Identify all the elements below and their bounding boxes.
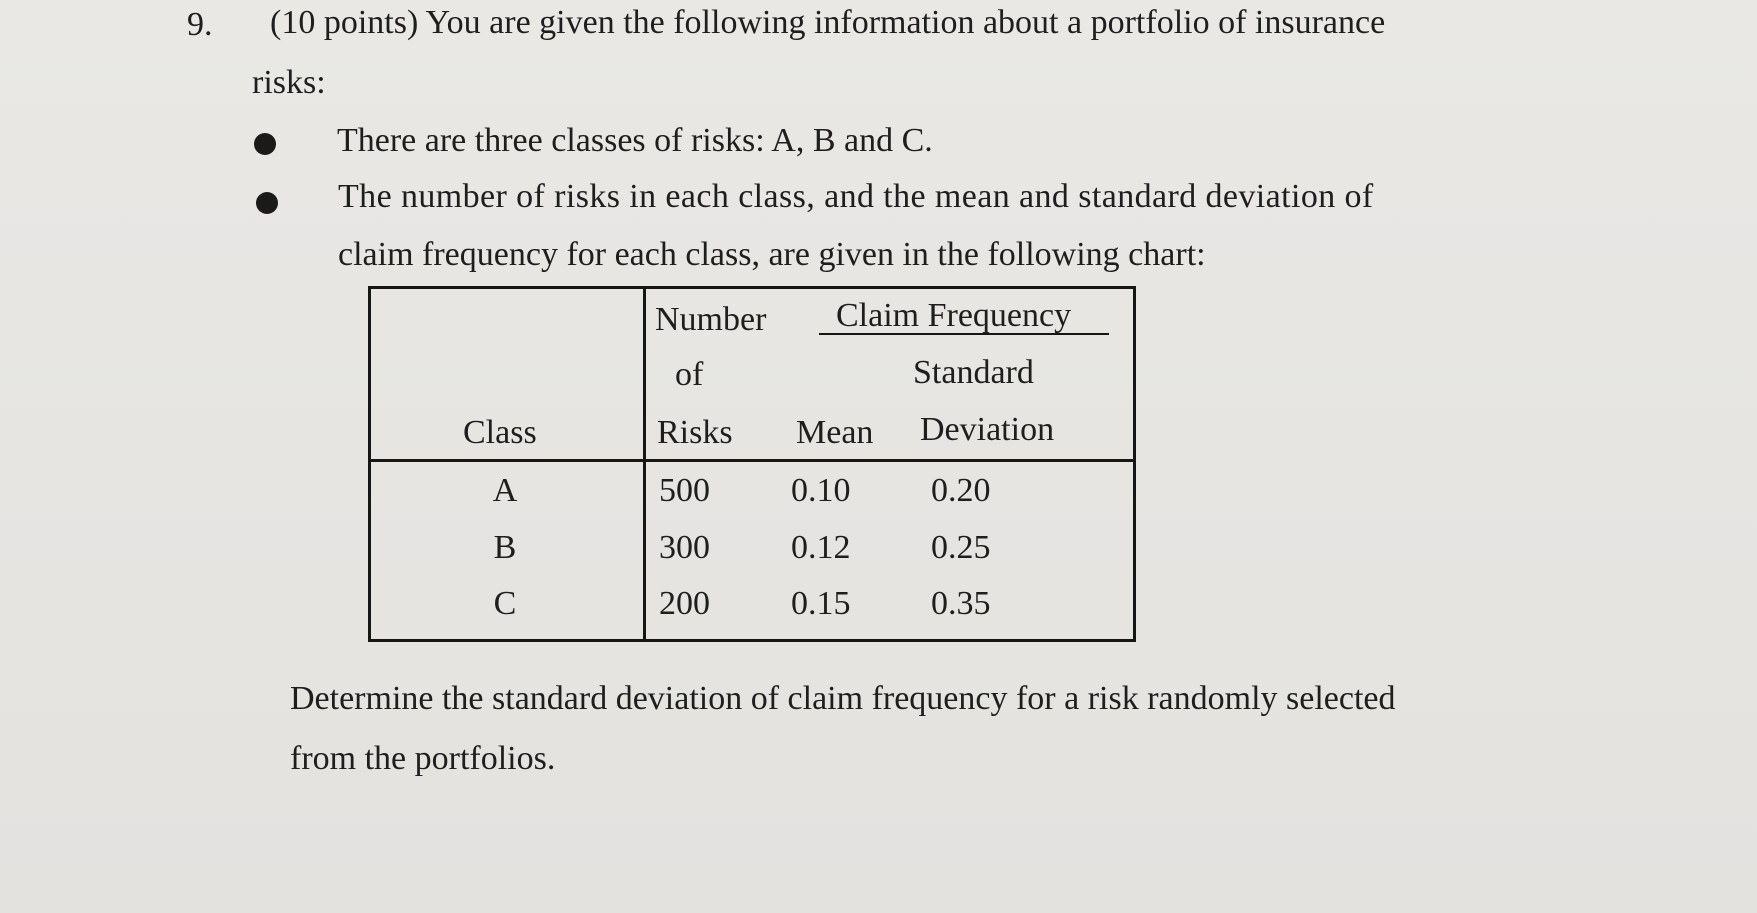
question-intro-line2: risks: <box>252 64 326 101</box>
risk-class-table <box>368 286 1136 642</box>
header-number-line2: of <box>675 356 704 393</box>
header-std-line2: Deviation <box>920 411 1055 448</box>
row-a-sd: 0.20 <box>931 472 991 509</box>
header-class: Class <box>463 414 537 451</box>
row-a-number: 500 <box>659 472 710 509</box>
header-number-line3: Risks <box>657 414 733 451</box>
bullet-text-2: The number of risks in each class, and the mean and standard deviation of <box>338 178 1374 215</box>
prompt-line1: Determine the standard deviation of claim frequency for a risk randomly selected <box>290 680 1396 717</box>
row-c-number: 200 <box>659 585 710 622</box>
table-vertical-divider <box>643 289 646 639</box>
row-c-class: C <box>493 585 517 622</box>
row-b-sd: 0.25 <box>931 529 991 566</box>
row-a-mean: 0.10 <box>791 472 851 509</box>
bullet-dot-icon <box>254 133 276 155</box>
header-claim-frequency: Claim Frequency <box>836 297 1072 334</box>
row-b-mean: 0.12 <box>791 529 851 566</box>
row-a-class: A <box>492 472 518 509</box>
row-b-number: 300 <box>659 529 710 566</box>
question-intro-line1: (10 points) You are given the following information about a portfolio of insurance <box>270 4 1386 41</box>
row-b-class: B <box>493 529 517 566</box>
question-number: 9. <box>187 6 213 43</box>
header-number-line1: Number <box>655 301 767 338</box>
bullet-dot-icon <box>256 192 278 214</box>
row-c-mean: 0.15 <box>791 585 851 622</box>
table-header-divider <box>371 459 1133 462</box>
header-mean: Mean <box>796 414 874 451</box>
bullet-text-1: There are three classes of risks: A, B and C. <box>337 122 933 159</box>
header-std-line1: Standard <box>913 354 1034 391</box>
row-c-sd: 0.35 <box>931 585 991 622</box>
bullet-text-3: claim frequency for each class, are given in the following chart: <box>338 236 1206 273</box>
prompt-line2: from the portfolios. <box>290 740 556 777</box>
